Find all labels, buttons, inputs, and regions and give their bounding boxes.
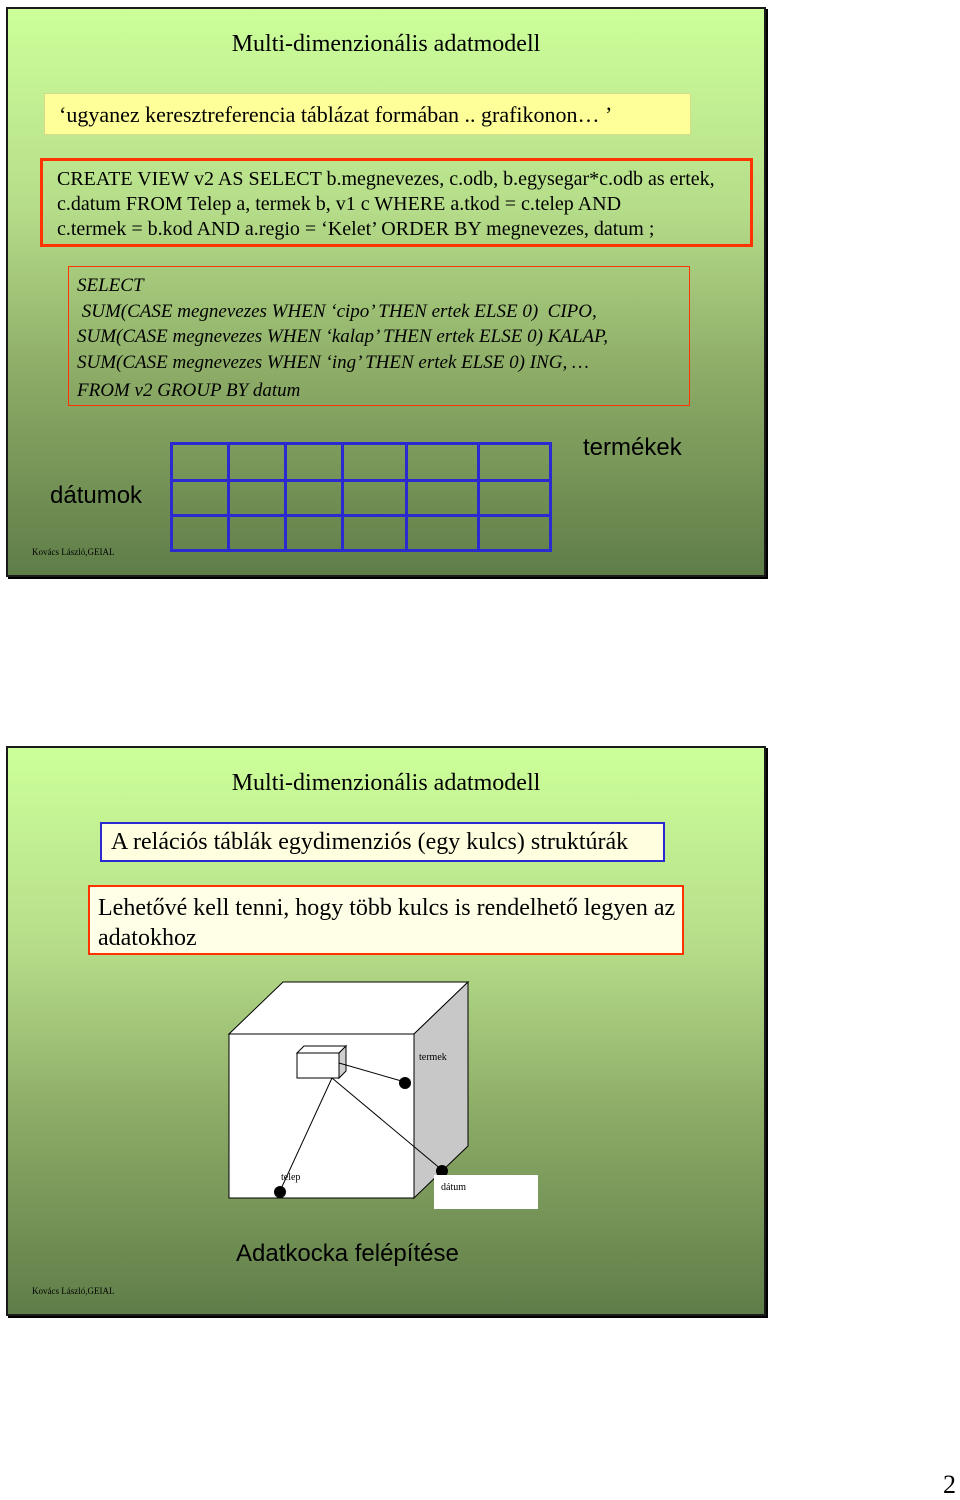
termekek-label: termékek: [583, 434, 682, 461]
cube-caption: Adatkocka felépítése: [236, 1240, 459, 1267]
page-number: 2: [943, 1470, 956, 1499]
slide-1-footer: Kovács László,GEIAL: [32, 547, 115, 557]
slide-2-title: Multi-dimenzionális adatmodell: [231, 770, 541, 796]
create-view-line-1: CREATE VIEW v2 AS SELECT b.megnevezes, c.odb, b.egysegar*c.odb as ertek,: [57, 168, 715, 190]
slide-2-footer: Kovács László,GEIAL: [32, 1286, 115, 1296]
slide-2: [6, 746, 766, 1316]
telep-dot: [274, 1186, 286, 1198]
grid-col-divider: [341, 445, 344, 549]
grid-row-divider: [173, 514, 549, 517]
telep-label: telep: [281, 1172, 301, 1183]
grid-col-divider: [227, 445, 230, 549]
select-line-3: SUM(CASE megnevezes WHEN ‘kalap’ THEN ertek ELSE 0) KALAP,: [77, 326, 609, 347]
create-view-line-3: c.termek = b.kod AND a.regio = ‘Kelet’ ORDER BY megnevezes, datum ;: [57, 218, 655, 240]
termek-label: termek: [419, 1052, 447, 1063]
select-line-1: SELECT: [77, 275, 144, 296]
grid-col-divider: [477, 445, 480, 549]
small-cube-front: [297, 1053, 339, 1078]
crosstab-grid: [170, 442, 552, 552]
select-line-5: FROM v2 GROUP BY datum: [77, 380, 301, 401]
select-line-2: SUM(CASE megnevezes WHEN ‘cipo’ THEN ertek ELSE 0) CIPO,: [77, 300, 597, 322]
create-view-line-2: c.datum FROM Telep a, termek b, v1 c WHERE a.tkod = c.telep AND: [57, 193, 622, 215]
small-cube-top: [297, 1046, 346, 1053]
select-line-4: SUM(CASE megnevezes WHEN ‘ing’ THEN ertek ELSE 0) ING, …: [77, 351, 589, 373]
grid-row-divider: [173, 479, 549, 482]
datumok-label: dátumok: [50, 482, 143, 509]
relational-tables-box: A relációs táblák egydimenziós (egy kulcs) struktúrák: [100, 822, 665, 862]
data-cube-diagram: [8, 748, 764, 1314]
create-view-box: [40, 158, 753, 247]
slide-1: [6, 7, 766, 577]
termek-dot: [399, 1077, 411, 1089]
select-query-box: [68, 266, 690, 406]
grid-col-divider: [405, 445, 408, 549]
grid-col-divider: [284, 445, 287, 549]
datum-label: dátum: [441, 1182, 466, 1193]
subtitle-box: ‘ugyanez keresztreferencia táblázat formában .. grafikonon… ’: [44, 93, 691, 135]
slide-1-title: Multi-dimenzionális adatmodell: [231, 31, 541, 57]
multiple-keys-box: Lehetővé kell tenni, hogy több kulcs is rendelhető legyen az adatokhoz: [88, 885, 684, 955]
